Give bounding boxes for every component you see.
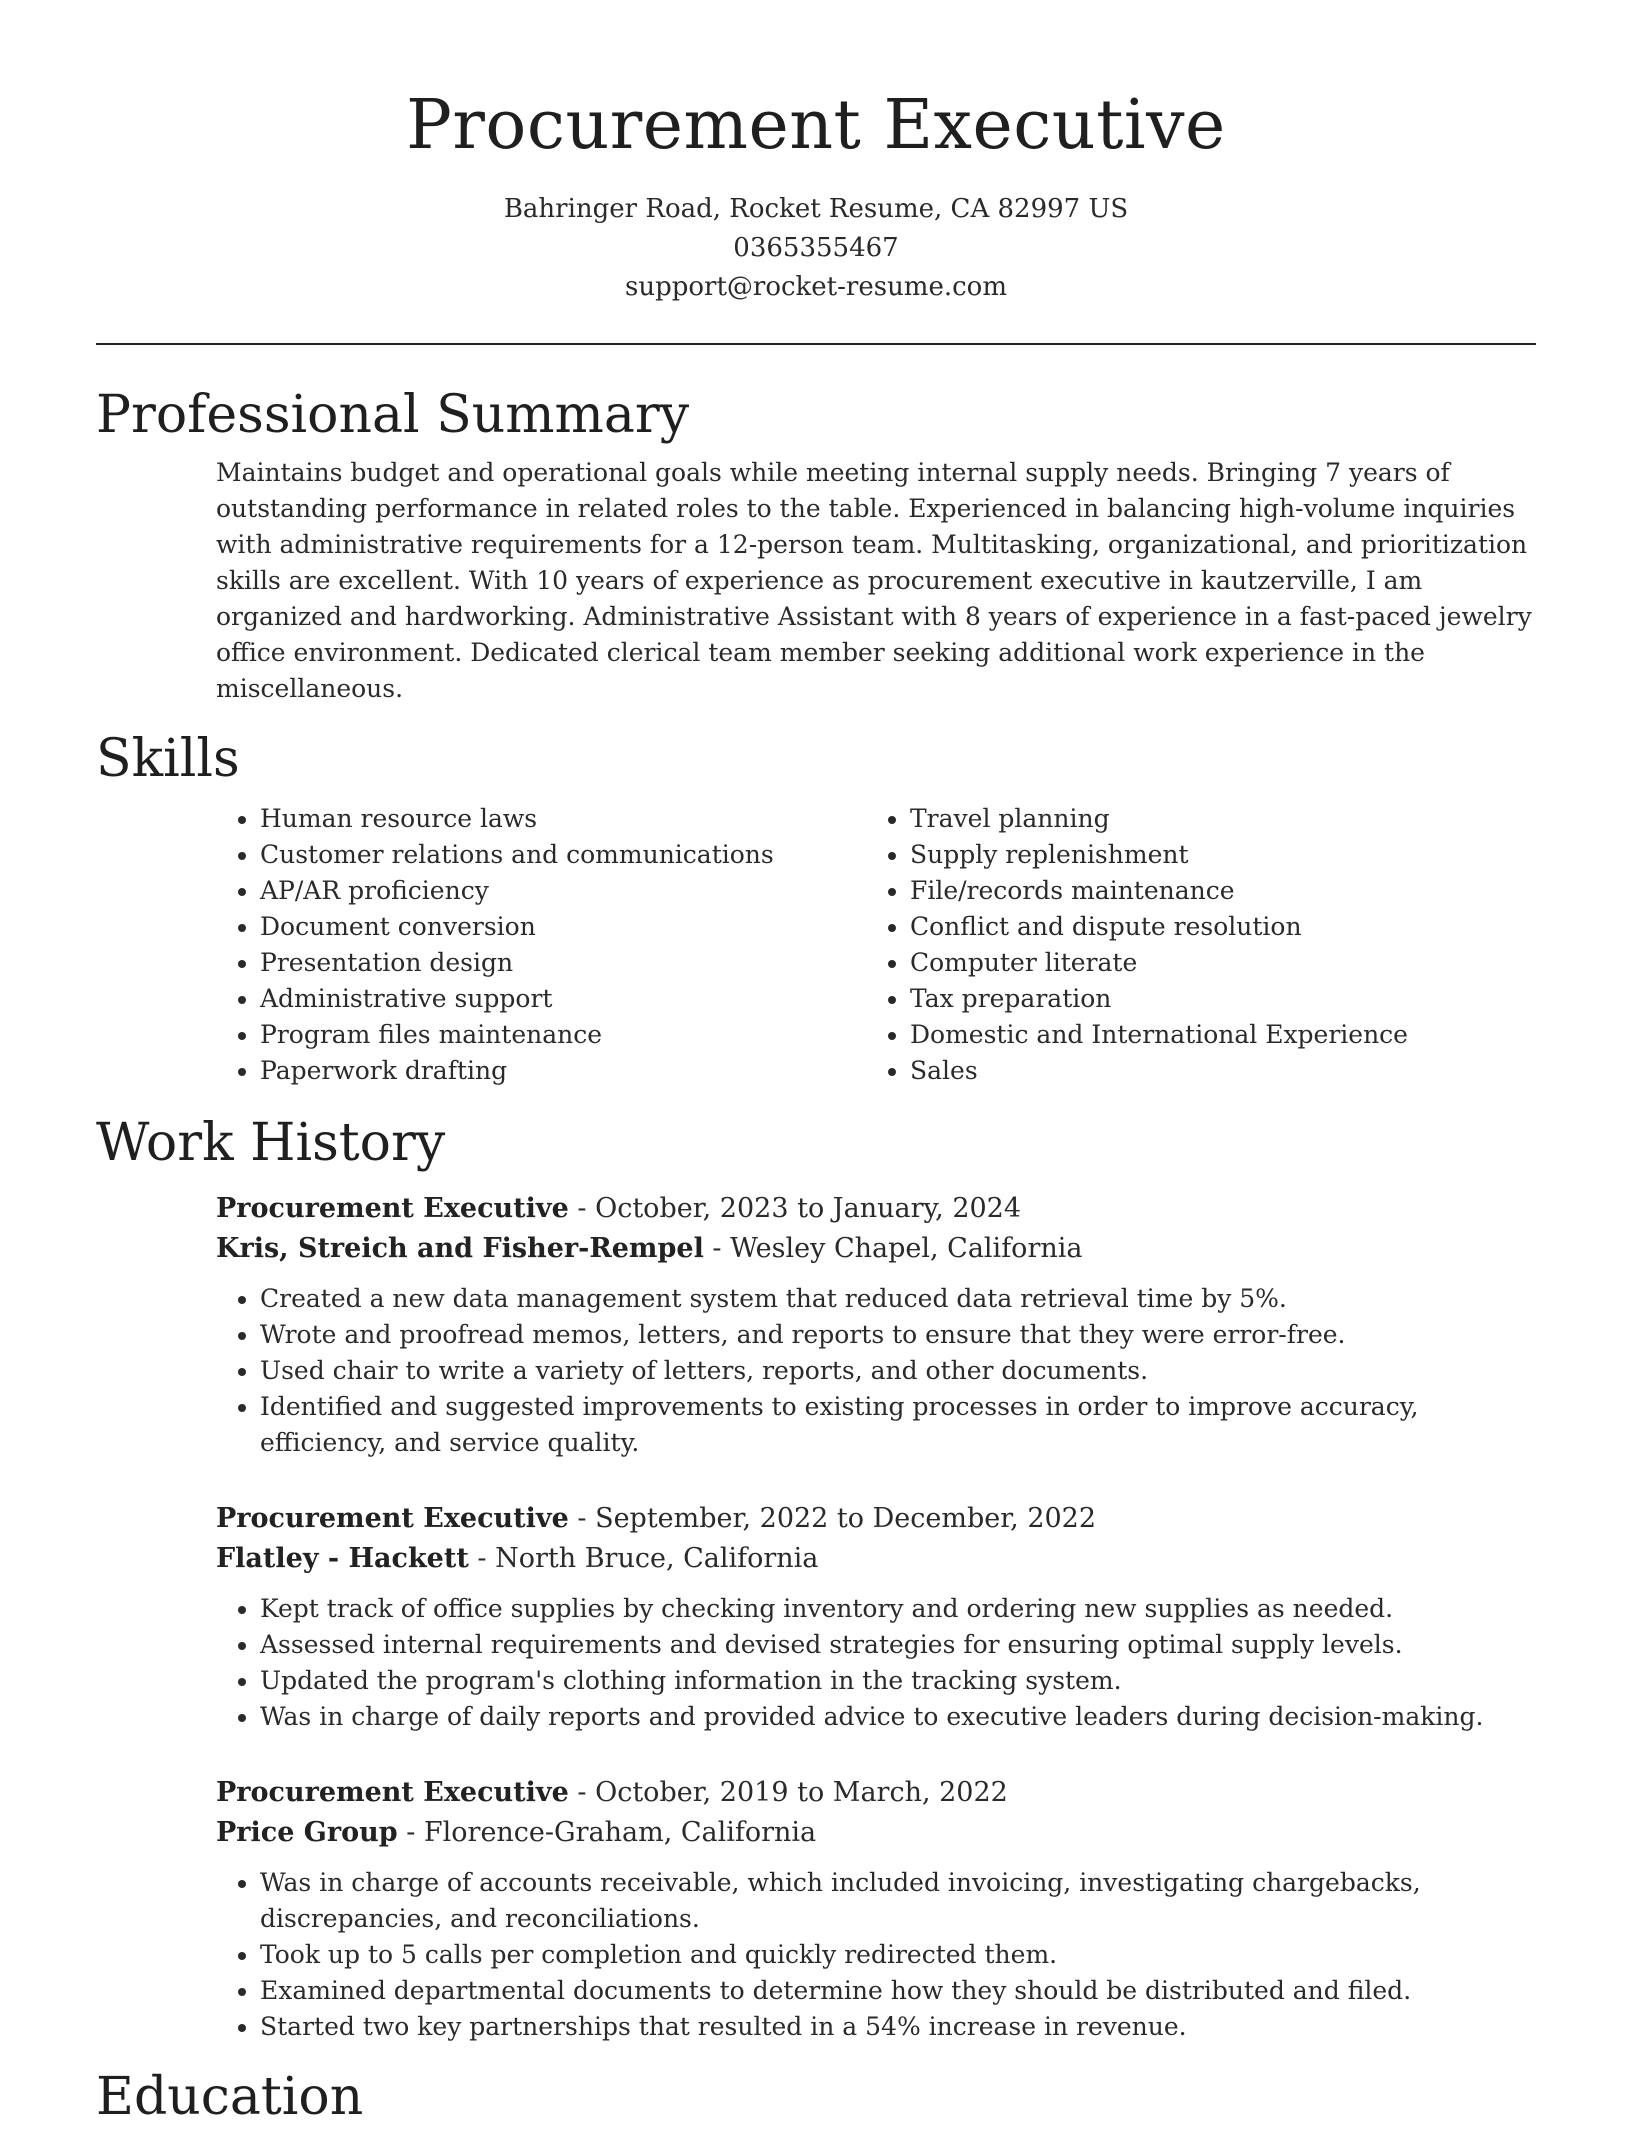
skill-item: • Customer relations and communications [260, 837, 866, 873]
job-duties-list [216, 1865, 1536, 2045]
skills-list-left [216, 801, 866, 1089]
job-duty: • Was in charge of accounts receivable, which included invoicing, investigating chargebacks, discrepancies, and reconciliations. [260, 1865, 1536, 1937]
skill-item: • Human resource laws [260, 801, 866, 837]
skill-item: • Sales [910, 1053, 1516, 1089]
skill-item: • Supply replenishment [910, 837, 1516, 873]
job-location: North Bruce, California [495, 1543, 819, 1574]
job-duty: • Was in charge of daily reports and provided advice to executive leaders during decision-making. [260, 1699, 1536, 1735]
job-separator: - [568, 1193, 596, 1224]
job-duty: • Assessed internal requirements and devised strategies for ensuring optimal supply levels. [260, 1627, 1536, 1663]
job-duty: • Created a new data management system that reduced data retrieval time by 5%. [260, 1281, 1536, 1317]
skills-heading: Skills [96, 729, 240, 789]
education-section [0, 2065, 1632, 2129]
job-dates: September, 2022 to December, 2022 [595, 1503, 1097, 1534]
skills-list-right [866, 801, 1516, 1089]
job-duty: • Used chair to write a variety of letters, reports, and other documents. [260, 1353, 1536, 1389]
job-location: Wesley Chapel, California [730, 1233, 1083, 1264]
job-title-line [216, 1499, 1536, 1539]
skill-item: • Domestic and International Experience [910, 1017, 1516, 1053]
job-entry [216, 1189, 1536, 1461]
job-duties-list [216, 1591, 1536, 1735]
job-separator: - [703, 1233, 731, 1264]
contact-address: Bahringer Road, Rocket Resume, CA 82997 US [503, 194, 1129, 224]
job-role: Procurement Executive [216, 1503, 569, 1534]
skill-item: • Paperwork drafting [260, 1053, 866, 1089]
skill-item: • Computer literate [910, 945, 1516, 981]
contact-email: support@rocket-resume.com [624, 272, 1007, 302]
skill-item: • Travel planning [910, 801, 1516, 837]
skill-item: • Presentation design [260, 945, 866, 981]
job-duty: • Started two key partnerships that resulted in a 54% increase in revenue. [260, 2009, 1536, 2045]
job-title-line [216, 1773, 1536, 1813]
candidate-title: Procurement Executive [406, 86, 1226, 165]
header-divider [96, 343, 1536, 345]
job-title-line [216, 1189, 1536, 1229]
resume-header [0, 0, 1632, 307]
job-company: Price Group [216, 1817, 398, 1848]
summary-section [0, 383, 1632, 707]
job-role: Procurement Executive [216, 1193, 569, 1224]
contact-phone: 0365355467 [733, 233, 899, 263]
job-company: Flatley - Hackett [216, 1543, 469, 1574]
job-dates: October, 2023 to January, 2024 [595, 1193, 1022, 1224]
job-separator: - [568, 1503, 596, 1534]
skills-grid [216, 801, 1536, 1089]
contact-block [0, 190, 1632, 307]
summary-heading: Professional Summary [96, 385, 690, 445]
skills-section [0, 727, 1632, 1089]
job-duties-list [216, 1281, 1536, 1461]
job-separator: - [468, 1543, 496, 1574]
job-duty: • Took up to 5 calls per completion and quickly redirected them. [260, 1937, 1536, 1973]
job-entry [216, 1499, 1536, 1735]
skill-item: • AP/AR proficiency [260, 873, 866, 909]
job-duty: • Kept track of office supplies by checking inventory and ordering new supplies as needed. [260, 1591, 1536, 1627]
job-company-line [216, 1229, 1536, 1269]
work-history-heading: Work History [96, 1113, 446, 1173]
skill-item: • Document conversion [260, 909, 866, 945]
job-duty: • Updated the program's clothing information in the tracking system. [260, 1663, 1536, 1699]
skill-item: • Tax preparation [910, 981, 1516, 1017]
job-entry [216, 1773, 1536, 2045]
skill-item: • Conflict and dispute resolution [910, 909, 1516, 945]
job-duty: • Identified and suggested improvements to existing processes in order to improve accuracy, efficiency, and service quality. [260, 1389, 1536, 1461]
skill-item: • Program files maintenance [260, 1017, 866, 1053]
job-separator: - [397, 1817, 424, 1848]
summary-text: Maintains budget and operational goals while meeting internal supply needs. Bringing 7 years of outstanding performance in related roles to the table. Experienced in balancing high-volume inquiries with administrative requirements for a 12-person team. Multitasking, organizational, and prioritization skills are excellent. With 10 years of experience as procurement executive in kautzerville, I am organized and hardworking. Administrative Assistant with 8 years of experience in a fast-paced jewelry office environment. Dedicated clerical team member seeking additional work experience in the miscellaneous. [216, 458, 1532, 703]
job-company: Kris, Streich and Fisher-Rempel [216, 1233, 704, 1264]
job-location: Florence-Graham, California [423, 1817, 817, 1848]
education-heading: Education [96, 2067, 364, 2127]
job-separator: - [568, 1777, 596, 1808]
job-company-line [216, 1813, 1536, 1853]
job-company-line [216, 1539, 1536, 1579]
job-dates: October, 2019 to March, 2022 [595, 1777, 1008, 1808]
job-duty: • Examined departmental documents to determine how they should be distributed and filed. [260, 1973, 1536, 2009]
skill-item: • File/records maintenance [910, 873, 1516, 909]
job-duty: • Wrote and proofread memos, letters, and reports to ensure that they were error-free. [260, 1317, 1536, 1353]
skill-item: • Administrative support [260, 981, 866, 1017]
work-history-section [0, 1111, 1632, 2045]
job-role: Procurement Executive [216, 1777, 569, 1808]
